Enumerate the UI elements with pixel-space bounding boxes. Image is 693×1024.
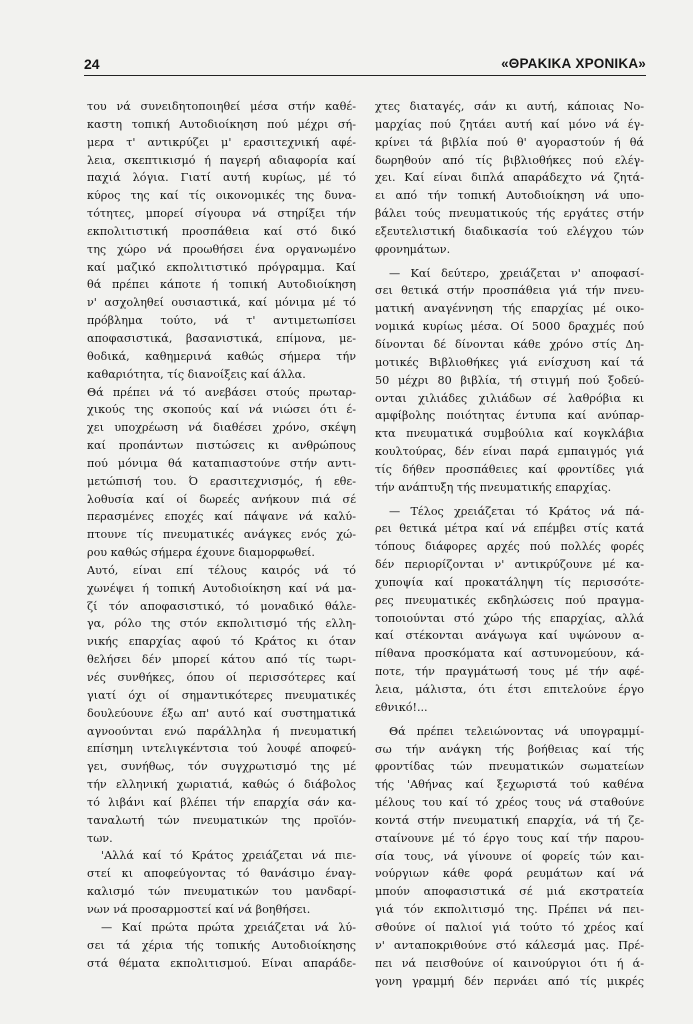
text-line: καί μαζικό εκπολιτιστικό πρόγραμμα. Καί: [87, 260, 356, 274]
text-line: ρες πνευματικές εκδηλώσεις πού πραγμα-: [375, 593, 644, 607]
text-line: 50 μέχρι 80 βιβλία, τή στιγμή πού ξοδεύ-: [375, 373, 644, 387]
text-line: σία τους, νά γίνουνε οί φορείς τών και-: [375, 849, 644, 863]
text-line: μέλους του καί τό χρέος τους νά σταθούνε: [375, 796, 644, 810]
text-line: μερα τ' αντικρύζει μ' ερασιτεχνική αφέ-: [87, 135, 356, 149]
text-line: δίνονται δέ δίνονται κάθε χρόνο στίς Δη-: [375, 337, 644, 351]
text-line: μπούν αποφασιστικά σέ μιά εκστρατεία: [375, 885, 644, 899]
text-line: ποτε, τήν πραγμάτωσή τους μέ τήν αφέ-: [375, 665, 644, 679]
text-line: καί προπάντων πιστώσεις κι ανθρώπους: [87, 439, 356, 453]
text-line: ονται χιλιάδες χιλιάδων σέ λαθρόβια κι: [375, 391, 644, 405]
text-line: εθνικό!...: [375, 700, 428, 714]
text-line: χυποψία καί προκατάληψη τίς περισσότε-: [375, 575, 644, 589]
text-line: δουλεύουνε έξω απ' αυτό καί συστηματικά: [87, 706, 356, 720]
text-line: ρου καθώς σήμερα έχουνε διαμορφωθεί.: [87, 546, 315, 560]
text-line: σει τά χέρια τής τοπικής Αυτοδιοίκησης: [87, 938, 356, 952]
text-line: χει υποχρέωση νά διαθέσει χρόνο, σκέψη: [87, 421, 356, 435]
text-line: χτες διαταγές, σάν κι αυτή, κάποιας Νο-: [375, 100, 644, 113]
page-header: [84, 56, 646, 82]
text-line: σει θετικά στήν προσπάθεια γιά τήν πνευ-: [375, 284, 644, 298]
text-line: χικούς της σκοπούς καί νά νιώσει ότι έ-: [87, 403, 356, 417]
text-line: κρίνει τά βιβλία πού θ' αγοραστούν ή θά: [375, 135, 644, 149]
text-line: γει, συνήθως, τόν συγχρωτισμό της μέ: [87, 760, 356, 774]
text-line: ει από τήν τοπική Αυτοδιοίκηση νά υπο-: [375, 189, 644, 203]
header-rule: [84, 75, 646, 76]
text-line: πτουνε τίς πνευματικές ανάγκες ενός χώ-: [87, 528, 356, 542]
text-line: τήν ελληνική χωριατιά, καθώς ό διάβολος: [87, 778, 356, 792]
text-line: λεια, σκεπτικισμό ή παγερή αδιαφορία καί: [87, 153, 356, 167]
text-line: νούργιων κάθε φορά ρευμάτων καί νά: [375, 867, 644, 881]
text-line: — Τέλος χρειάζεται τό Κράτος νά πά-: [389, 504, 644, 518]
text-line: περασμένες εποχές καί πάψανε νά καλύ-: [87, 510, 356, 524]
text-line: ταναλωτή τών πνευματικών της προϊόν-: [87, 813, 356, 827]
text-line: σθούνε οί παλιοί γιά τούτο τό χρέος καί: [375, 920, 644, 934]
text-line: γονη γραμμή δέν περνάει από τίς μικρές: [375, 974, 644, 988]
text-line: αμφίβολης ποιότητας έντυπα καί ανύπαρ-: [375, 409, 644, 423]
text-line: καθαριότητα, τίς διανοίξεις καί άλλα.: [87, 367, 306, 381]
text-line: — Καί πρώτα πρώτα χρειάζεται νά λύ-: [101, 920, 356, 934]
text-line: καστη τοπική Αυτοδιοίκηση πού μέχρι σή-: [87, 117, 356, 131]
text-line: 'Αλλά καί τό Κράτος χρειάζεται νά πιε-: [101, 849, 356, 863]
text-line: θελήσει δέν μπορεί κάτου από τίς τωρι-: [87, 653, 356, 667]
text-line: ν' ανταποκριθούνε στό κάλεσμά μας. Πρέ-: [375, 938, 644, 952]
text-line: τόπους διάφορες αρχές πού πολλές φορές: [375, 540, 644, 554]
text-line: βάλει τούς πνευματικούς τής εργάτες στήν: [375, 207, 644, 221]
text-line: νές συνθήκες, όπου οί περισσότερες καί: [87, 671, 356, 684]
text-line: παχιά λόγια. Γιατί αυτή κυρίως, μέ τό: [87, 171, 356, 185]
text-line: τοποιούνται στό χώρο τής επαρχίας, αλλά: [375, 611, 644, 625]
text-line: μαρχίας πού ζητάει αυτή καί μόνο νά έγ-: [375, 117, 644, 131]
text-line: χει. Καί είναι διπλά απαράδεχτο νά ζητά-: [375, 171, 644, 185]
text-line: τότητες, μπορεί σίγουρα νά στηρίξει τήν: [87, 207, 356, 221]
right-text-column: [375, 98, 644, 990]
text-line: Θά πρέπει νά τό ανεβάσει στούς πρωταρ-: [87, 385, 356, 399]
text-line: γα, ρόλο της στόν εκπολιτισμό τής ελλη-: [87, 617, 356, 631]
left-text-column: [87, 98, 356, 972]
text-line: των.: [87, 831, 113, 845]
text-line: καί στέκονται ανάγωγα καί υψώνουν α-: [375, 629, 644, 643]
text-line: πρόβλημα τούτο, νά τ' αντιμετωπίσει: [87, 314, 356, 328]
text-line: ματική αναγέννηση τής επαρχίας μέ οικο-: [375, 302, 644, 316]
text-line: ρει θετικά μέτρα καί νά επέμβει στίς κατά: [375, 522, 644, 536]
text-line: φροντίδας τών πνευματικών σωματείων: [375, 760, 644, 774]
text-line: γιατί όχι οί σημαντικότερες πνευματικές: [87, 688, 356, 702]
text-line: τής 'Αθήνας καί ξεχωριστά τού καθένα: [375, 778, 644, 792]
text-line: κύρος της καί τίς οικονομικές της δυνα-: [87, 189, 356, 203]
text-line: κτα πνευματικά συμβούλια καί κογκλάβια: [375, 427, 644, 441]
text-line: τήν ανάπτυξη τής πνευματικής επαρχίας.: [375, 480, 612, 494]
running-title: «ΘΡΑΚΙΚΑ ΧΡΟΝΙΚΑ»: [501, 56, 646, 71]
text-line: φρονημάτων.: [375, 242, 451, 256]
text-line: μετώπισή του. Ό ερασιτεχνισμός, ή εθε-: [87, 474, 356, 488]
text-line: καλισμό τών πνευματικών του μανδαρί-: [87, 885, 356, 899]
text-line: της χώρο νά προωθήσει ένα οργανωμένο: [87, 242, 356, 256]
text-line: χωνέψει ή τοπική Αυτοδιοίκηση καί νά μα-: [87, 581, 356, 595]
text-line: θοδικά, καθημερινά καθώς σήμερα τήν: [87, 349, 356, 363]
text-line: πει νά πεισθούνε οί καινούργιοι ότι ή ά-: [375, 956, 644, 970]
text-line: δωρηθούν από τίς βιβλιοθήκες πού ελέγ-: [375, 153, 644, 167]
text-line: κουλτούρας, δέν είναι παρά εμπαιγμός γιά: [375, 445, 644, 459]
text-line: σταίνουνε μέ τό έργο τους καί τήν παρου-: [375, 831, 644, 845]
text-line: γιά τόν εκπολιτισμό της. Πρέπει νά πει-: [375, 903, 644, 917]
text-line: λοθυσία καί οί δωρεές ανήκουν πιά σέ: [87, 492, 356, 506]
text-line: Θά πρέπει τελειώνοντας νά υπογραμμί-: [389, 724, 644, 738]
text-line: αποφασιστικά, βασανιστικά, επίμονα, με-: [87, 331, 356, 345]
text-line: επίσημη ιντελιγκέντσια τού λουφέ αποφεύ-: [87, 742, 356, 756]
text-line: θά πρέπει κάποτε ή τοπική Αυτοδιοίκηση: [87, 278, 356, 292]
text-line: τό λιβάνι καί βλέπει τήν επαρχία σάν κα-: [87, 795, 356, 809]
text-line: δέν περιορίζονται ν' αντικρύζουνε μέ κα-: [375, 558, 644, 572]
text-line: Αυτό, είναι επί τέλους καιρός νά τό: [87, 563, 356, 577]
text-line: μοτικές Βιβλιοθήκες γιά ενίσχυση καί τά: [375, 355, 644, 369]
text-line: ζί τόν αποφασιστικό, τό μοναδικό θάλε-: [87, 599, 356, 613]
text-line: αγνοούνται ενώ παράλληλα ή πνευματική: [87, 724, 356, 738]
text-line: του νά συνειδητοποιηθεί μέσα στήν καθέ-: [87, 100, 356, 113]
text-line: τίς δήθεν προσπάθειες καί φροντίδες γιά: [375, 462, 644, 476]
text-line: σω τήν ανάγκη τής βοήθειας καί τής: [375, 742, 644, 756]
text-line: εξευτελιστική διαδικασία τού ελέγχου τών: [375, 224, 644, 238]
text-line: κοντά στήν πνευματική επαρχία, νά τή ζε-: [375, 813, 644, 827]
text-line: πίθανα προσκόματα καί αστυνομεύουν, κά-: [375, 647, 644, 661]
text-line: νων νά προσαρμοστεί καί νά βοηθήσει.: [87, 902, 311, 916]
text-line: στά θέματα εκπολιτισμού. Είναι απαράδε-: [87, 956, 356, 970]
text-line: ν' ασχοληθεί ουσιαστικά, καί μόνιμα μέ τό: [87, 296, 356, 310]
text-line: εκπολιτιστική προσπάθεια καί στό δικό: [87, 224, 356, 238]
text-line: πού μόνιμα θά καταπιαστούνε στήν αντι-: [87, 456, 356, 470]
text-line: λεια, μάλιστα, ότι έτσι επιτελούνε έργο: [375, 683, 644, 696]
page-number: 24: [84, 56, 100, 72]
text-line: νομικά κυρίως μέσα. Οί 5000 δραχμές πού: [375, 320, 644, 334]
text-line: νικής επαρχίας αφού τό Κράτος κι όταν: [87, 635, 356, 649]
text-line: στεί κι αποφεύγοντας τό θανάσιμο έναγ-: [87, 867, 356, 881]
text-line: — Καί δεύτερο, χρειάζεται ν' αποφασί-: [389, 266, 644, 280]
